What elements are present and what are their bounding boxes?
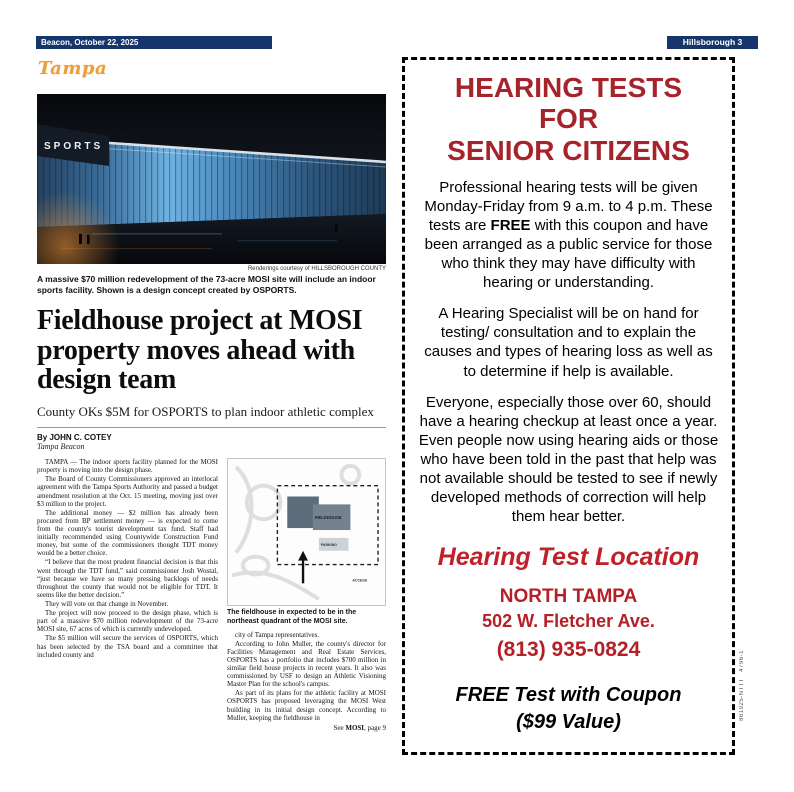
ad-coupon-line: ($99 Value) <box>516 710 621 733</box>
ad-phone: (813) 935-0824 <box>496 637 641 661</box>
map-caption: The fieldhouse in expected to be in the northeast quadrant of the MOSI site. <box>227 609 357 625</box>
map-label-parking: PARKING <box>320 542 337 547</box>
continuation-pre: See <box>333 723 346 732</box>
masthead-page-bar: Hillsborough 3 <box>667 36 758 49</box>
body-paragraph: TAMPA — The indoor sports facility planned for the MOSI property is moving into the design phase. <box>37 458 218 475</box>
ad-paragraph-text: Professional hearing tests will be given Monday-Friday from 9 a.m. to 4 p.m. These tests are <box>424 179 713 235</box>
body-column-2 <box>227 458 386 760</box>
ad-title-line: FOR <box>538 103 599 135</box>
ad-title-line: SENIOR CITIZENS <box>447 134 690 166</box>
body-paragraph: The Board of County Commissioners approved an interlocal agreement with the Tampa Sports Authority and passed a budget amendment resolution at the Oct. 15 meeting, moving just over $3 million to the project. <box>37 475 218 508</box>
continuation-note <box>227 724 386 732</box>
map-label-fieldhouse: FIELDHOUSE <box>314 515 342 521</box>
map-label-access: ACCESS <box>352 578 368 583</box>
photo-caption: A massive $70 million redevelopment of the 73-acre MOSI site will include an indoor sports facility. Shown is a design concept created by OSPORTS. <box>37 274 376 296</box>
tampa-section-logo: Tampa <box>38 58 108 79</box>
photo-credit: Renderings courtesy of HILLSBOROUGH COUNTY <box>247 266 386 272</box>
ad-location-name: NORTH TAMPA <box>499 585 638 607</box>
hearing-tests-ad <box>402 57 735 755</box>
ad-side-code-small: 4796-1 <box>739 650 745 672</box>
article-photo <box>37 94 386 264</box>
ad-paragraph-3: Everyone, especially those over 60, should have a hearing checkup at least once a year. Even people now using hearing aids or those who have been told in the past that help was not available should be tested to see if newly developed methods of correction will help them hear better. <box>418 393 719 525</box>
ad-title-line: HEARING TESTS <box>454 72 683 103</box>
body-paragraph: As part of its plans for the athletic facility at MOSI OSPORTS has proposed leveraging the MOSI West building in its initial design concept. According to Muller, keeping the fieldhouse in <box>227 689 386 722</box>
ad-paragraph-1 <box>417 178 720 292</box>
body-paragraph: They will vote on that change in November. <box>45 599 169 608</box>
byline-organization: Tampa Beacon <box>37 442 85 452</box>
ad-address: 502 W. Fletcher Ave. <box>482 610 655 631</box>
ad-coupon-offer <box>417 682 720 736</box>
ad-free-emphasis: FREE <box>490 217 531 235</box>
article <box>37 94 386 760</box>
body-column-1 <box>37 458 218 760</box>
body-paragraph: city of Tampa representatives. <box>235 630 320 639</box>
ad-paragraph-2: A Hearing Specialist will be on hand for testing/ consultation and to explain the causes and types of hearing loss as well as to determine if help is available. <box>424 305 713 380</box>
body-paragraph: The project will now proceed to the design phase, which is part of a massive $70 million redevelopment of the 73-acre MOSI site, 67 acres of which is currently undeveloped. <box>37 609 218 634</box>
body-paragraph: According to John Muller, the county's director for Facilities Management and Real Estate Services, OSPORTS has a portfolio that includes $700 million in similar field house projects in recent years. It also was commissioned by USF to design an Athletic Visioning Master Plan for the school's campus. <box>227 639 386 689</box>
byline-block <box>37 433 386 451</box>
byline: By JOHN C. COTEY <box>37 433 112 443</box>
continuation-jumpword: MOSI <box>345 723 365 732</box>
ad-location-heading: Hearing Test Location <box>437 542 700 571</box>
ad-coupon-line: FREE Test with Coupon <box>455 683 682 706</box>
ad-side-code: 861925-NTTT <box>739 678 745 721</box>
subhead: County OKs $5M for OSPORTS to plan indoor athletic complex <box>37 404 386 428</box>
body-paragraph: The $5 million will secure the services of OSPORTS, which has been selected by the TSA board and a committee that included county and <box>37 634 218 659</box>
site-map <box>227 458 386 606</box>
headline: Fieldhouse project at MOSI property moves ahead with design team <box>37 305 363 396</box>
continuation-post: , page 9 <box>364 723 386 732</box>
ad-paragraph-text: with this coupon and have been arranged as a public service for those who think they may have difficulty with hearing or understanding. <box>424 217 713 292</box>
photo-sign-text: SPORTS <box>44 141 104 152</box>
masthead-date-bar: Beacon, October 22, 2025 <box>36 36 272 49</box>
article-body <box>37 458 386 760</box>
ad-title <box>417 72 720 166</box>
body-paragraph: “I believe that the most prudent financial decision is that this went through the TDT fund,” said commissioner Josh Wostal, “just because we have so many pressing backlogs of needs throughout the county that would not be eligible for TDT. It seems like the better decision.” <box>37 558 218 599</box>
body-paragraph: The additional money — $2 million has already been procured from BP settlement money — is expected to come from the county's tourist development tax fund. Staff had initially recommended using Countywide Construction Fund money, but some of the commissioners thought TDT money would be a better choice. <box>37 508 218 558</box>
